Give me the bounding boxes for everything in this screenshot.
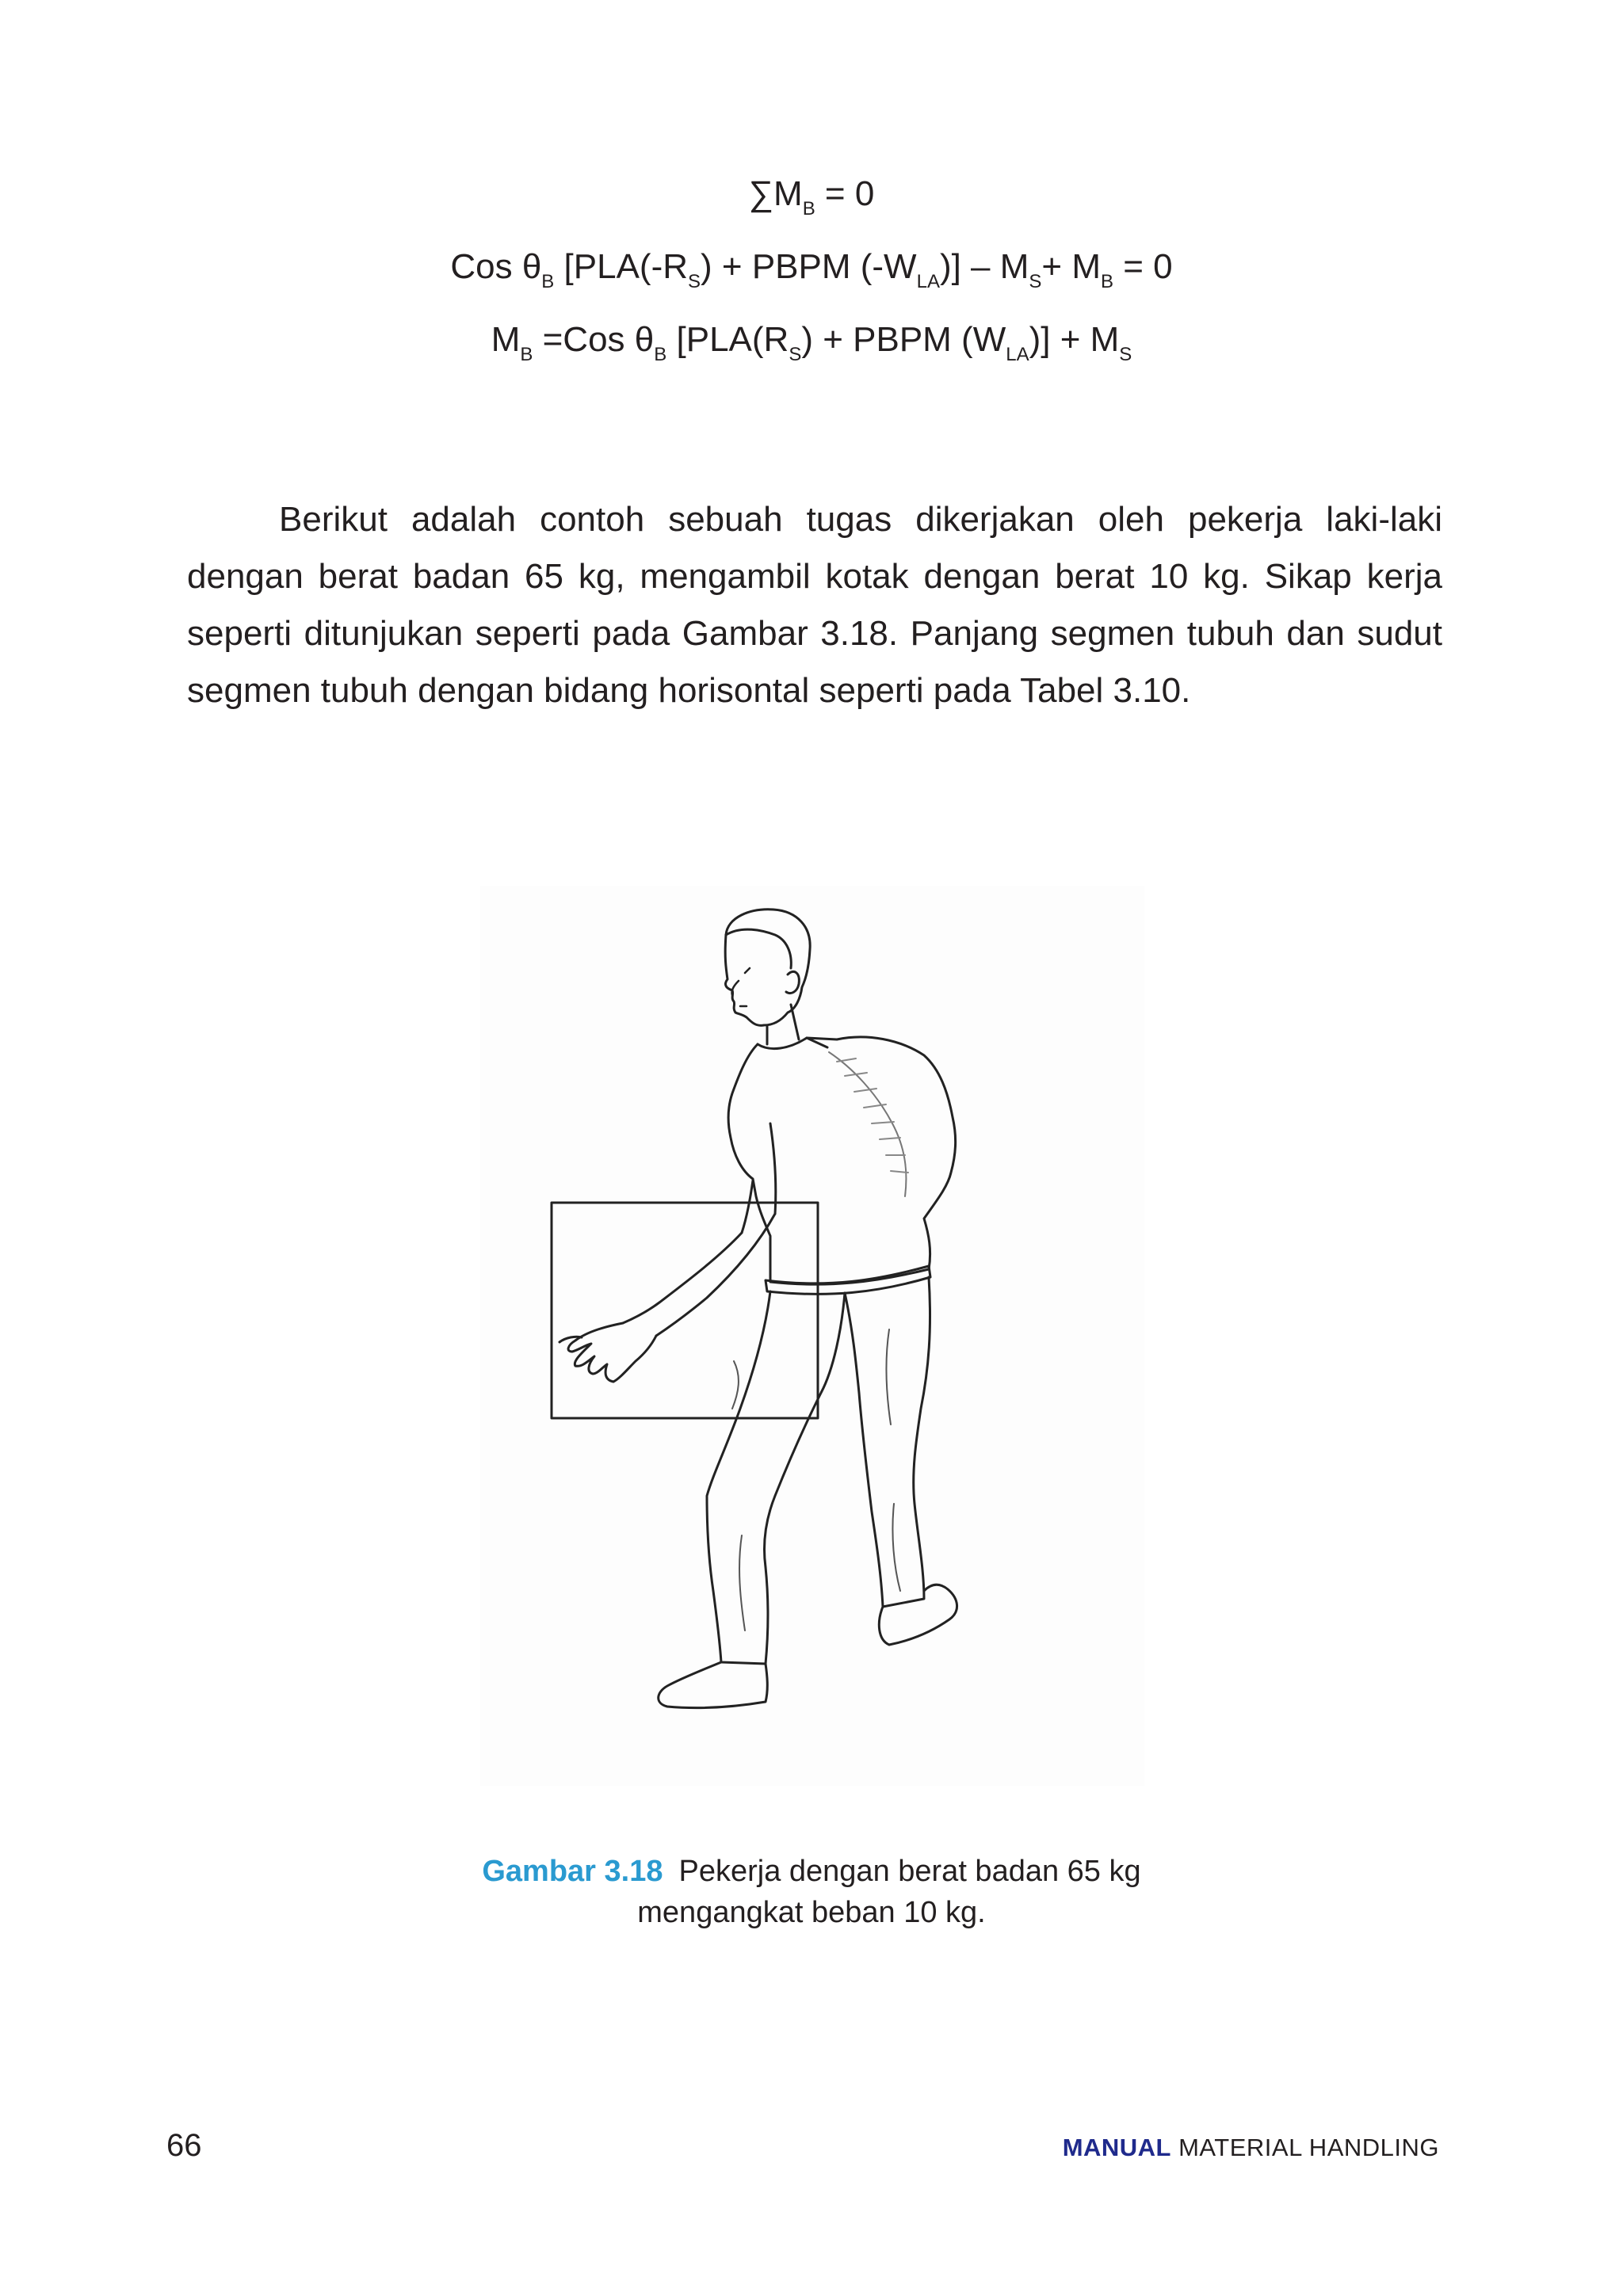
eq3-text: )] + M (1029, 320, 1120, 359)
running-footer-title (1063, 2134, 1439, 2162)
eq3-text: [PLA(R (666, 320, 789, 359)
equation-moment-balance (0, 247, 1623, 293)
worker-forearm (623, 1214, 775, 1336)
caption-line-2: mengangkat beban 10 kg. (637, 1896, 986, 1929)
worker-hand (568, 1323, 656, 1382)
eq3-text: =Cos θ (533, 320, 655, 359)
worker-ear (786, 971, 799, 993)
figure-caption (0, 1851, 1623, 1933)
worker-belt (766, 1266, 930, 1294)
eq3-text: ) + PBPM (W (801, 320, 1006, 359)
eq1-text: = 0 (815, 174, 875, 213)
equation-moment-result (0, 320, 1623, 366)
worker-front-shoe (659, 1662, 768, 1708)
eq2-text: )] – M (939, 247, 1029, 286)
worker-vertebrae (837, 1058, 908, 1173)
worker-head (725, 910, 810, 1026)
worker-back-shoe (879, 1585, 957, 1645)
box-outline (552, 1203, 818, 1418)
worker-back-leg (845, 1277, 930, 1607)
caption-text: Pekerja dengan berat badan 65 kg (678, 1855, 1141, 1888)
eq2-subscript: S (688, 271, 701, 292)
eq2-text: ) + PBPM (-W (701, 247, 917, 286)
worker-illustration (480, 886, 1144, 1786)
figure-worker-lifting-box (480, 886, 1144, 1786)
eq3-subscript: B (654, 344, 667, 365)
eq2-text: + M (1041, 247, 1101, 286)
eq2-text: = 0 (1113, 247, 1173, 286)
caption-label: Gambar 3.18 (482, 1855, 663, 1888)
eq3-subscript: S (789, 344, 802, 365)
worker-upper-arm (742, 1123, 776, 1233)
page-number: 66 (166, 2128, 202, 2163)
eq1-text: ∑M (748, 174, 803, 213)
caption-line-1 (0, 1851, 1623, 1892)
paragraph-text: Berikut adalah contoh sebuah tugas dikerjakan oleh pekerja laki-laki dengan berat badan 65 kg, mengambil kotak dengan berat 10 kg. Sikap kerja seperti ditunjukan seperti pada Gambar 3.18. Panjang segmen tubuh dan sudut segmen tubuh dengan bidang horisontal seperti pada Tabel 3.10. (187, 500, 1442, 710)
worker-hair-line (726, 929, 791, 968)
worker-pant-creases (732, 1329, 900, 1630)
worker-spine (829, 1052, 906, 1196)
eq2-subscript: B (541, 271, 555, 292)
eq2-subscript: S (1029, 271, 1042, 292)
eq3-subscript: S (1119, 344, 1132, 365)
equation-moment-sum (0, 174, 1623, 220)
body-paragraph (187, 491, 1442, 719)
eq2-subscript: B (1101, 271, 1114, 292)
eq3-text: M (491, 320, 521, 359)
eq3-subscript: B (520, 344, 533, 365)
eq2-text: Cos θ (450, 247, 542, 286)
eq1-subscript: B (802, 198, 815, 219)
eq3-subscript: LA (1006, 344, 1029, 365)
worker-shirt (728, 1037, 955, 1284)
worker-front-leg (707, 1291, 845, 1664)
footer-title-rest: MATERIAL HANDLING (1171, 2134, 1439, 2161)
eq2-subscript: LA (916, 271, 940, 292)
footer-title-strong: MANUAL (1062, 2134, 1171, 2161)
eq2-text: [PLA(-R (554, 247, 689, 286)
